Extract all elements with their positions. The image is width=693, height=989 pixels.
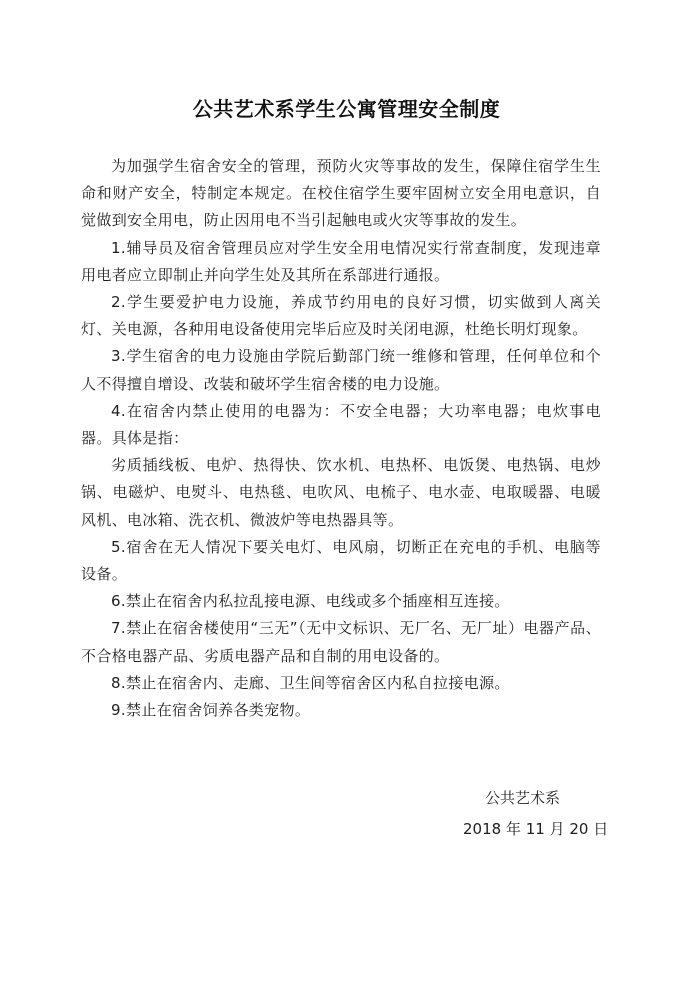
rule-4-paragraph: 4.在宿舍内禁止使用的电器为：不安全电器；大功率电器；电炊事电器。具体是指： xyxy=(81,401,601,448)
signature-organization: 公共艺术系 xyxy=(485,789,561,807)
rule-6-paragraph: 6.禁止在宿舍内私拉乱接电源、电线或多个插座相互连接。 xyxy=(111,592,510,611)
rule-8-paragraph: 8.禁止在宿舍内、走廊、卫生间等宿舍区内私自拉接电源。 xyxy=(111,673,510,692)
signature-date: 2018 年 11 月 20 日 xyxy=(463,820,609,838)
rule-7-paragraph: 7.禁止在宿舍楼使用“三无”（无中文标识、无厂名、无厂址）电器产品、不合格电器产品、劣质电器产品和自制的用电设备的。 xyxy=(81,619,601,665)
signature-block xyxy=(463,783,613,845)
rule-1-paragraph: 1.辅导员及宿舍管理员应对学生安全用电情况实行常查制度，发现违章用电者应立即制止并向学生处及其所在系部进行通报。 xyxy=(81,238,601,284)
rule-9-paragraph: 9.禁止在宿舍饲养各类宠物。 xyxy=(111,701,311,720)
rule-2-paragraph: 2.学生要爱护电力设施，养成节约用电的良好习惯，切实做到人离关灯、关电源，各种用电设备使用完毕后应及时关闭电源，杜绝长明灯现象。 xyxy=(81,293,601,339)
document-title: 公共艺术系学生公寓管理安全制度 xyxy=(192,97,501,121)
rule-5-paragraph: 5.宿舍在无人情况下要关电灯、电风扇，切断正在充电的手机、电脑等设备。 xyxy=(81,537,601,584)
intro-paragraph: 为加强学生宿舍安全的管理，预防火灾等事故的发生，保障住宿学生生命和财产安全，特制定本规定。在校住宿学生要牢固树立安全用电意识，自觉做到安全用电，防止因用电不当引起触电或火灾等事故的发生。 xyxy=(81,157,601,230)
prohibited-appliances-paragraph: 劣质插线板、电炉、热得快、饮水机、电热杯、电饭煲、电热锅、电炒锅、电磁炉、电熨斗、电热毯、电吹风、电梳子、电水壶、电取暖器、电暖风机、电冰箱、洗衣机、微波炉等电热器具等。 xyxy=(81,456,601,529)
document-body xyxy=(81,153,601,724)
rule-3-paragraph: 3.学生宿舍的电力设施由学院后勤部门统一维修和管理，任何单位和个人不得擅自增设、改装和破坏学生宿舍楼的电力设施。 xyxy=(81,347,601,393)
